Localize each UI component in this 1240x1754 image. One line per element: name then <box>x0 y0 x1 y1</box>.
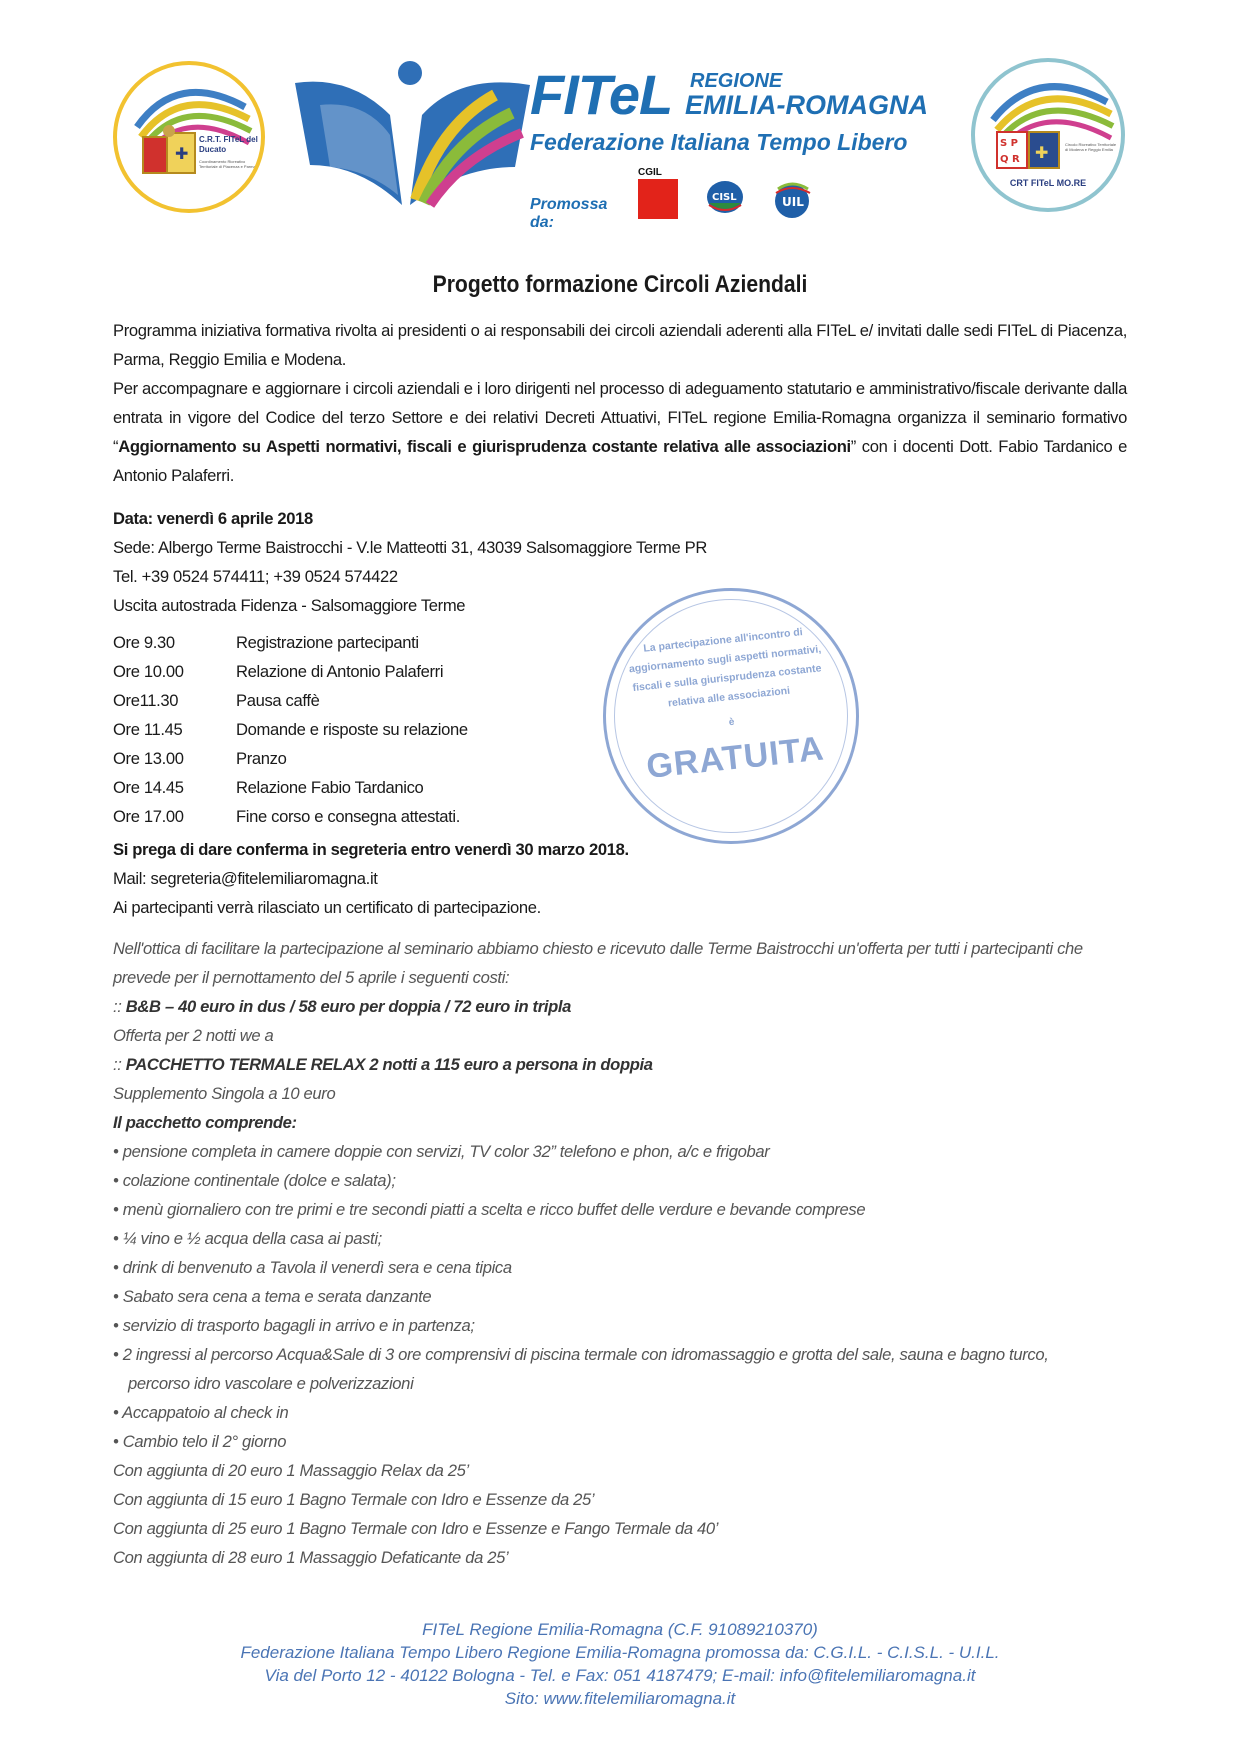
offer-bb-price: B&B – 40 euro in dus / 58 euro per doppia / 72 euro in tripla <box>125 997 572 1016</box>
schedule-time: Ore 13.00 <box>113 749 184 768</box>
event-date: Data: venerdì 6 aprile 2018 <box>113 509 313 528</box>
extra-option: Con aggiunta di 25 euro 1 Bagno Termale con Idro e Essenze e Fango Termale da 40’ <box>113 1519 719 1538</box>
offer-intro: Nell'ottica di facilitare la partecipazione al seminario abbiamo chiesto e ricevuto dalle Terme Baistrocchi un'offerta per tutti i partecipanti che prevede per il pernottamento del 5 aprile i seguenti costi: <box>113 939 1083 987</box>
extra-option: Con aggiunta di 20 euro 1 Massaggio Relax da 25’ <box>113 1461 469 1480</box>
confirmation-request: Si prega di dare conferma in segreteria entro venerdì 30 marzo 2018. <box>113 840 629 859</box>
right-seal-title: CRT FITeL MO.RE <box>1009 178 1087 188</box>
schedule-time: Ore 9.30 <box>113 633 175 652</box>
package-item: • menù giornaliero con tre primi e tre secondi piatti a scelta e ricco buffet delle verdure e bevande comprese <box>113 1200 866 1219</box>
offer-bb <box>113 992 1127 1021</box>
letterhead <box>0 55 1240 230</box>
brand-region-name: EMILIA-ROMAGNA <box>685 90 928 120</box>
brand-fitel: FITeL <box>530 63 673 126</box>
schedule-row <box>113 802 1127 831</box>
package-includes-heading: Il pacchetto comprende: <box>113 1113 297 1132</box>
cgil-logo-icon <box>638 167 678 219</box>
schedule-time: Ore 10.00 <box>113 662 184 681</box>
schedule-activity: Relazione Fabio Tardanico <box>236 778 424 797</box>
seminar-title: Aggiornamento su Aspetti normativi, fiscali e giurisprudenza costante relativa alle associazioni <box>118 437 851 456</box>
package-item: • Sabato sera cena a tema e serata danzante <box>113 1287 432 1306</box>
cgil-label: CGIL <box>638 167 662 178</box>
schedule-row <box>113 686 1127 715</box>
package-item-text: Sabato sera cena a tema e serata danzante <box>122 1287 432 1306</box>
package-item: • drink di benvenuto a Tavola il venerdì sera e cena tipica <box>113 1258 512 1277</box>
intro-2-text: Per accompagnare e aggiornare i circoli aziendali e i loro dirigenti nel processo di adeguamento statutario e amministrativo/fiscale derivante dalla entrata in vigore del Codice del terzo Settore e dei relativi Decreti Attuativi, FITeL regione Emilia-Romagna organizza il seminario formativo “ <box>113 379 1127 456</box>
extra-option: Con aggiunta di 15 euro 1 Bagno Termale con Idro e Essenze da 25’ <box>113 1490 595 1509</box>
svg-text:UIL: UIL <box>782 195 804 209</box>
package-item-text: ¼ vino e ½ acqua della casa ai pasti; <box>122 1229 382 1248</box>
schedule-activity: Pausa caffè <box>236 691 320 710</box>
hotel-offer <box>113 934 1127 1572</box>
svg-text:Q R: Q R <box>1000 154 1020 165</box>
schedule-activity: Domande e risposte su relazione <box>236 720 468 739</box>
event-phone: Tel. +39 0524 574411; +39 0524 574422 <box>113 567 398 586</box>
footer <box>0 1618 1240 1710</box>
svg-text:CISL: CISL <box>712 192 737 203</box>
package-item-text: servizio di trasporto bagagli in arrivo e in partenza; <box>122 1316 475 1335</box>
package-item: • Accappatoio al check in <box>113 1403 289 1422</box>
crt-fitel-ducato-logo <box>113 61 265 213</box>
extra-option: Con aggiunta di 28 euro 1 Massaggio Defaticante da 25’ <box>113 1548 509 1567</box>
package-item-text: Accappatoio al check in <box>122 1403 289 1422</box>
package-item-text: 2 ingressi al percorso Acqua&Sale di 3 ore comprensivi di piscina termale con idromassaggio e grotta del sale, sauna e bagno turco, percorso idro vascolare e polverizzazioni <box>122 1345 1049 1393</box>
crt-fitel-more-logo <box>971 58 1125 212</box>
svg-text:S P: S P <box>1000 138 1019 149</box>
intro-paragraph-2 <box>113 374 1127 490</box>
event-venue: Sede: Albergo Terme Baistrocchi - V.le Matteotti 31, 43039 Salsomaggiore Terme PR <box>113 538 707 557</box>
package-item: • servizio di trasporto bagagli in arrivo e in partenza; <box>113 1316 475 1335</box>
schedule-row <box>113 715 1127 744</box>
brand-regione: REGIONE <box>690 70 783 92</box>
schedule-row <box>113 773 1127 802</box>
schedule-time: Ore11.30 <box>113 691 179 710</box>
svg-text:✚: ✚ <box>1035 143 1049 162</box>
svg-text:✚: ✚ <box>175 144 189 163</box>
footer-address: Via del Porto 12 - 40122 Bologna - Tel. e Fax: 051 4187479; E-mail: info@fitelemiliaromagna.it <box>264 1666 976 1685</box>
schedule-activity: Pranzo <box>236 749 287 768</box>
stamp-gratuita: GRATUITA <box>644 729 827 787</box>
offer-package <box>113 1050 1127 1079</box>
package-item-text: drink di benvenuto a Tavola il venerdì sera e cena tipica <box>122 1258 512 1277</box>
event-highway-exit: Uscita autostrada Fidenza - Salsomaggiore Terme <box>113 596 466 615</box>
intro-2-teachers: ” con i docenti Dott. Fabio Tardanico e Antonio Palaferri. <box>113 437 1127 485</box>
package-item-text: menù giornaliero con tre primi e tre secondi piatti a scelta e ricco buffet delle verdure e bevande comprese <box>122 1200 866 1219</box>
footer-tax-code: FITeL Regione Emilia-Romagna (C.F. 91089210370) <box>422 1620 818 1639</box>
package-item: • colazione continentale (dolce e salata); <box>113 1171 396 1190</box>
rainbow-arcs-icon <box>975 62 1125 212</box>
schedule-row <box>113 744 1127 773</box>
schedule-activity: Fine corso e consegna attestati. <box>236 807 461 826</box>
schedule-row <box>113 657 1127 686</box>
package-item: • 2 ingressi al percorso Acqua&Sale di 3 ore comprensivi di piscina termale con idromassaggio e grotta del sale, sauna e bagno turco, percorso idro vascolare e polverizzazioni <box>113 1345 1049 1393</box>
footer-federation: Federazione Italiana Tempo Libero Regione Emilia-Romagna promossa da: C.G.I.L. - C.I.S.L. - U.I.L. <box>240 1643 1000 1662</box>
footer-website[interactable]: Sito: www.fitelemiliaromagna.it <box>504 1689 736 1708</box>
schedule-time: Ore 17.00 <box>113 807 184 826</box>
uil-logo-icon <box>770 179 816 221</box>
package-item-text: colazione continentale (dolce e salata); <box>122 1171 396 1190</box>
fitel-book-logo-icon <box>290 55 535 215</box>
intro-paragraph-1: Programma iniziativa formativa rivolta ai presidenti o ai responsabili dei circoli aziendali aderenti alla FITeL e/ invitati dalle sedi FITeL di Piacenza, Parma, Reggio Emilia e Modena. <box>113 321 1127 369</box>
schedule <box>113 628 1127 831</box>
schedule-time: Ore 11.45 <box>113 720 183 739</box>
cisl-logo-icon <box>705 179 745 215</box>
package-item-text: pensione completa in camere doppie con servizi, TV color 32” telefono e phon, a/c e frigobar <box>122 1142 770 1161</box>
right-seal-subtitle: Circolo Ricreativo Territoriale di Modena e Reggio Emilia <box>1065 142 1117 152</box>
offer-single-supplement: Supplemento Singola a 10 euro <box>113 1084 336 1103</box>
page-title: Progetto formazione Circoli Aziendali <box>432 271 808 298</box>
package-item: • pensione completa in camere doppie con servizi, TV color 32” telefono e phon, a/c e frigobar <box>113 1142 770 1161</box>
stamp-text: La partecipazione all'incontro di aggiornamento sugli aspetti normativi, fiscali e sulla giurisprudenza costante relativa alle associazioni <box>628 626 822 710</box>
stamp-e: è <box>728 716 736 729</box>
offer-two-nights: Offerta per 2 notti we a <box>113 1026 274 1045</box>
schedule-activity: Registrazione partecipanti <box>236 633 419 652</box>
package-item-text: Cambio telo il 2° giorno <box>122 1432 287 1451</box>
offer-package-price: PACCHETTO TERMALE RELAX 2 notti a 115 euro a persona in doppia <box>125 1055 653 1074</box>
offer-package-prefix: :: <box>113 1055 126 1074</box>
offer-bb-prefix: :: <box>113 997 126 1016</box>
schedule-activity: Relazione di Antonio Palaferri <box>236 662 444 681</box>
brand-federation: Federazione Italiana Tempo Libero <box>530 129 908 155</box>
schedule-time: Ore 14.45 <box>113 778 184 797</box>
brand-promoted-by: Promossa da: <box>530 196 608 231</box>
document-body <box>113 268 1127 1572</box>
certificate-note: Ai partecipanti verrà rilasciato un certificato di partecipazione. <box>113 898 541 917</box>
contact-mail[interactable]: Mail: segreteria@fitelemiliaromagna.it <box>113 869 378 888</box>
left-seal-subtitle: Coordinamento Ricreativo Territoriale di Piacenza e Parma <box>199 159 256 169</box>
package-item: • ¼ vino e ½ acqua della casa ai pasti; <box>113 1229 382 1248</box>
left-seal-title: C.R.T. FITeL del Ducato <box>199 135 258 154</box>
package-item: • Cambio telo il 2° giorno <box>113 1432 287 1451</box>
schedule-row <box>113 628 1127 657</box>
